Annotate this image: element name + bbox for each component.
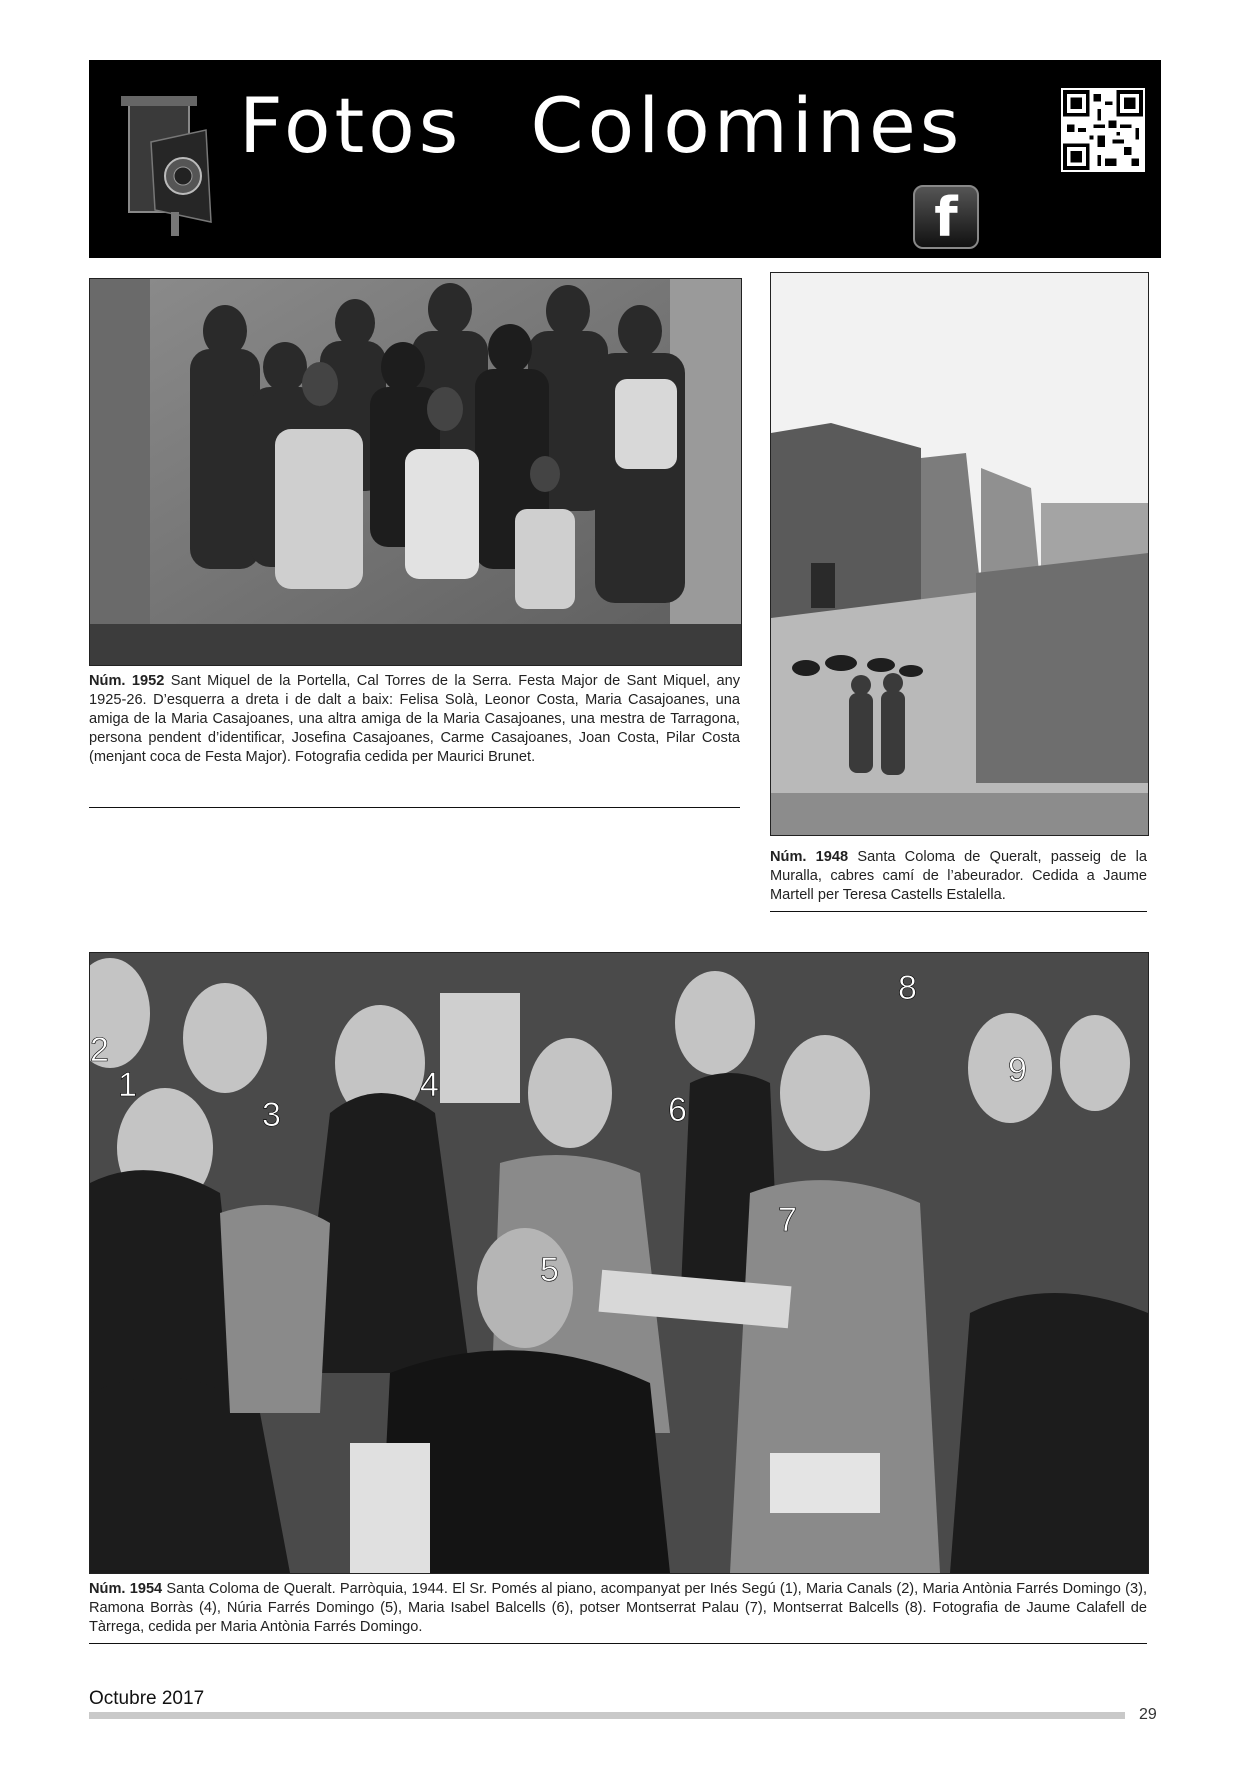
caption-number: Núm. 1948 (770, 849, 849, 865)
photo-1948 (770, 272, 1149, 836)
camera-icon (111, 72, 221, 242)
page-title: Fotos Colomines (239, 81, 964, 170)
footer-bar (89, 1712, 1125, 1719)
person-number-1: 1 (118, 1066, 137, 1104)
caption-rule (89, 807, 740, 808)
caption-text: Santa Coloma de Queralt. Parròquia, 1944. El Sr. Pomés al piano, acompanyat per Inés Segú (1), Maria Canals (2), Maria Antònia Farrés Domingo (3), Ramona Borràs (4), Núria Farrés Domingo (5), Maria Isabel Balcells (6), potser Montserrat Palau (7), Montserrat Balcells (8). Fotografia de Jaume Calafell de Tàrrega, cedida per Maria Antònia Farrés Domingo. (89, 1581, 1147, 1635)
facebook-icon[interactable]: f (913, 185, 979, 249)
caption-number: Núm. 1952 (89, 673, 165, 689)
caption-text: Santa Coloma de Queralt, passeig de la Muralla, cabres camí de l’abeurador. Cedida a Jaume Martell per Teresa Castells Estalella. (770, 849, 1147, 903)
person-number-9: 9 (1008, 1051, 1027, 1089)
footer-date: Octubre 2017 (89, 1688, 205, 1709)
person-number-3: 3 (262, 1096, 281, 1134)
photo-1952 (89, 278, 742, 666)
person-number-2: 2 (90, 1031, 109, 1069)
person-number-7: 7 (778, 1201, 797, 1239)
caption-1954 (89, 1580, 1147, 1637)
caption-1948 (770, 848, 1147, 905)
caption-rule (770, 911, 1147, 912)
person-number-5: 5 (540, 1251, 559, 1289)
person-number-4: 4 (420, 1066, 439, 1104)
photo-1954 (89, 952, 1149, 1574)
page-number: 29 (1139, 1706, 1157, 1723)
person-number-8: 8 (898, 969, 917, 1007)
person-number-6: 6 (668, 1091, 687, 1129)
qr-code-icon (1061, 88, 1145, 172)
header-banner (89, 60, 1161, 258)
caption-text: Sant Miquel de la Portella, Cal Torres de la Serra. Festa Major de Sant Miquel, any 1925-26. D’esquerra a dreta i de dalt a baix: Felisa Solà, Leonor Costa, Maria Casajoanes, una amiga de la Maria Casajoanes, una altra amiga de la Maria Casajoanes, una mestra de Tarragona, persona pendent d’identificar, Josefina Casajoanes, Carme Casajoanes, Joan Costa, Pilar Costa (menjant coca de Festa Major). Fotografia cedida per Maurici Brunet. (89, 673, 740, 765)
caption-rule (89, 1643, 1147, 1644)
photo-number-labels (90, 953, 1148, 1573)
caption-number: Núm. 1954 (89, 1581, 163, 1597)
caption-1952 (89, 672, 740, 767)
